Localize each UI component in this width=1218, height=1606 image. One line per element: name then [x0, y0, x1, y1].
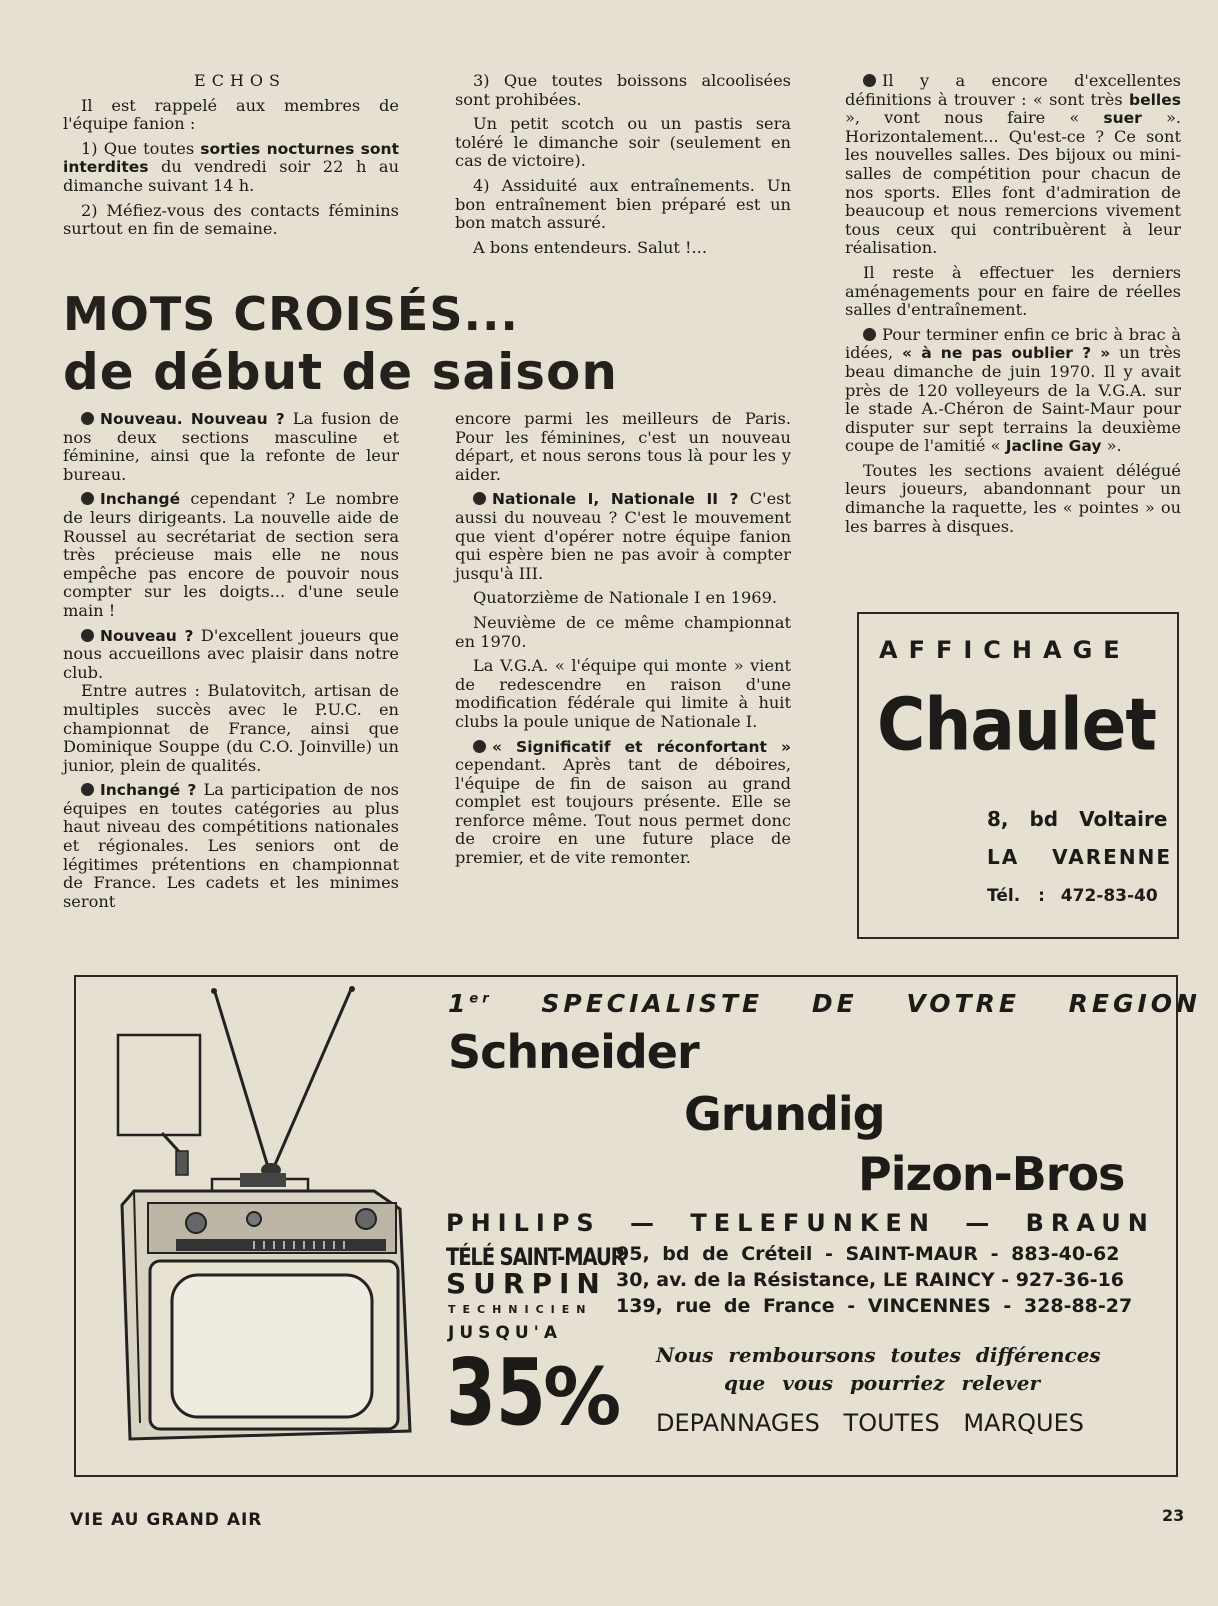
- headline-line-2: de début de saison: [63, 343, 618, 401]
- col3-p3: Pour terminer enfin ce bric à brac à idées, « à ne pas oublier ? » un très beau dimanche de juin 1970. Il y avait près de 120 volleyeurs de la V.G.A. sur le stade A.-Chéron de Saint-Maur pour disputer sur sept terrains la deuxième coupe de l'amitié « Jacline Gay ».: [845, 324, 1181, 456]
- ad-chaulet-name: Chaulet: [877, 682, 1156, 767]
- bullet-icon: [473, 740, 486, 753]
- bullet-icon: [81, 412, 94, 425]
- bullet-icon: [81, 783, 94, 796]
- footer-magazine: VIE AU GRAND AIR: [70, 1510, 263, 1530]
- echos-rule-3b: Un petit scotch ou un pastis sera toléré le dimanche soir (seulement en cas de victoire).: [455, 114, 791, 171]
- col1-p2: Inchangé cependant ? Le nombre de leurs dirigeants. La nouvelle aide de Roussel au secrétariat de section sera très précieuse mais elle ne nous empêche pas encore de pouvoir nous compter sur les doigts... d'une seule main !: [63, 489, 399, 620]
- bullet-icon: [81, 629, 94, 642]
- col2-p4: Neuvième de ce même championnat en 1970.: [455, 612, 791, 651]
- headline-line-1: MOTS CROISÉS...: [63, 287, 519, 341]
- col2-p6: « Significatif et réconfortant » cependant. Après tant de déboires, l'équipe de fin de saison au grand complet est toujours présente. Elle se renforce même. Tout nous permet donc de croire en une future place de premier, et de vite remonter.: [455, 737, 791, 868]
- ad-tele-service: DEPANNAGES TOUTES MARQUES: [656, 1409, 1084, 1437]
- col3-p1: Il y a encore d'excellentes définitions à trouver : « sont très belles », vont nous faire « suer ». Horizontalement... Qu'est-ce ? Ce sont les nouvelles salles. Des bijoux ou mini-salles de compétition pour chacun de nos sports. Elles font d'admiration de beaucoup et nous remercions vivement tous ceux qui contribuèrent à leur réalisation.: [845, 71, 1181, 258]
- col2-p2: Nationale I, Nationale II ? C'est aussi du nouveau ? C'est le mouvement que vient d'opérer notre équipe fanion qui espère bien ne pas avoir à compter jusqu'à III.: [455, 489, 791, 583]
- television-icon: [104, 983, 424, 1455]
- ad-tele-shop-2: SURPIN: [446, 1267, 607, 1300]
- ad-tele-promise-2: que vous pourriez relever: [724, 1371, 1040, 1395]
- headline: [63, 285, 823, 401]
- ad-tele-brand-2: Grundig: [684, 1087, 885, 1141]
- ad-chaulet: [857, 612, 1179, 939]
- col2-p3: Quatorzième de Nationale I en 1969.: [473, 588, 778, 608]
- bullet-icon: [473, 492, 486, 505]
- col2-p1: encore parmi les meilleurs de Paris. Pour les féminines, c'est un nouveau départ, et nous serons tous là pour les y aider.: [455, 409, 791, 484]
- ad-tele-promise-1: Nous remboursons toutes différences: [656, 1343, 1101, 1367]
- col1-p4: Inchangé ? La participation de nos équipes en toutes catégories au plus haut niveau des compétitions nationales et régionales. Les seniors ont de légitimes prétentions en championnat de France. Les cadets et les minimes seront: [63, 780, 399, 911]
- echos-col-2: [455, 72, 791, 263]
- bullet-icon: [81, 492, 94, 505]
- col3-p4: Toutes les sections avaient délégué leurs joueurs, abandonnant pour un dimanche la raquette, les « pointes » ou les barres à disques.: [845, 460, 1181, 536]
- echos-closing: A bons entendeurs. Salut !...: [473, 237, 707, 257]
- ad-tele-brand-3: Pizon-Bros: [858, 1147, 1125, 1201]
- echos-col-1: [63, 72, 399, 245]
- ad-chaulet-label: AFFICHAGE: [879, 636, 1131, 664]
- echos-intro: Il est rappelé aux membres de l'équipe fanion :: [63, 95, 399, 134]
- ad-tele-address-2: 30, av. de la Résistance, LE RAINCY - 927-36-16: [616, 1269, 1125, 1291]
- ad-chaulet-tel: Tél. : 472-83-40: [987, 886, 1158, 906]
- col1-p3: Nouveau ? D'excellent joueurs que nous accueillons avec plaisir dans notre club.: [63, 625, 400, 682]
- bullet-icon: [863, 328, 876, 341]
- ad-chaulet-city: LA VARENNE: [987, 845, 1172, 869]
- ad-tele-shop-1: TÉLÉ SAINT-MAUR: [446, 1243, 625, 1271]
- ad-tele-brand-1: Schneider: [448, 1025, 699, 1079]
- ad-chaulet-address: 8, bd Voltaire: [987, 807, 1168, 831]
- col2-p5: La V.G.A. « l'équipe qui monte » vient de redescendre en raison d'une modification fédérale qui limite à huit clubs la poule unique de Nationale I.: [455, 656, 791, 731]
- bullet-icon: [863, 74, 876, 87]
- ad-tele-upto: JUSQU'A: [448, 1323, 562, 1343]
- footer-page-number: 23: [1162, 1506, 1185, 1525]
- echos-rule-1: 1) Que toutes sorties nocturnes sont interdites du vendredi soir 22 h au dimanche suivant 14 h.: [63, 138, 399, 195]
- ad-tele-address-3: 139, rue de France - VINCENNES - 328-88-27: [616, 1295, 1133, 1317]
- ad-tele-address-1: 95, bd de Créteil - SAINT-MAUR - 883-40-62: [616, 1243, 1120, 1265]
- article-col-2: [455, 410, 791, 874]
- echos-rule-4: 4) Assiduité aux entraînements. Un bon entraînement bien préparé est un bon match assuré.: [455, 175, 791, 233]
- ad-tele-discount: 35 %: [446, 1339, 622, 1446]
- ad-tele-tagline: 1er SPECIALISTE DE VOTRE REGION: [448, 989, 1201, 1018]
- echos-title: ECHOS: [194, 71, 286, 90]
- echos-rule-2: 2) Méfiez-vous des contacts féminins surtout en fin de semaine.: [63, 200, 399, 239]
- ad-tele-shop-3: TECHNICIEN: [448, 1303, 593, 1316]
- article-col-3: [845, 72, 1181, 542]
- col1-p1: Nouveau. Nouveau ? La fusion de nos deux sections masculine et féminine, ainsi que la refonte de leur bureau.: [63, 409, 399, 484]
- ad-tele-brands-line: PHILIPS — TELEFUNKEN — BRAUN: [446, 1209, 1155, 1237]
- col1-p3b: Entre autres : Bulatovitch, artisan de multiples succès avec le P.U.C. en championnat de France, ainsi que Dominique Souppe (du C.O. Joinville) un junior, plein de qualités.: [63, 681, 399, 775]
- echos-rule-3: 3) Que toutes boissons alcoolisées sont prohibées.: [455, 71, 791, 109]
- ad-tele: [74, 975, 1201, 1477]
- article-col-1: [63, 410, 399, 917]
- col3-p2: Il reste à effectuer les derniers aménagements pour en faire de réelles salles d'entraînement.: [845, 262, 1181, 320]
